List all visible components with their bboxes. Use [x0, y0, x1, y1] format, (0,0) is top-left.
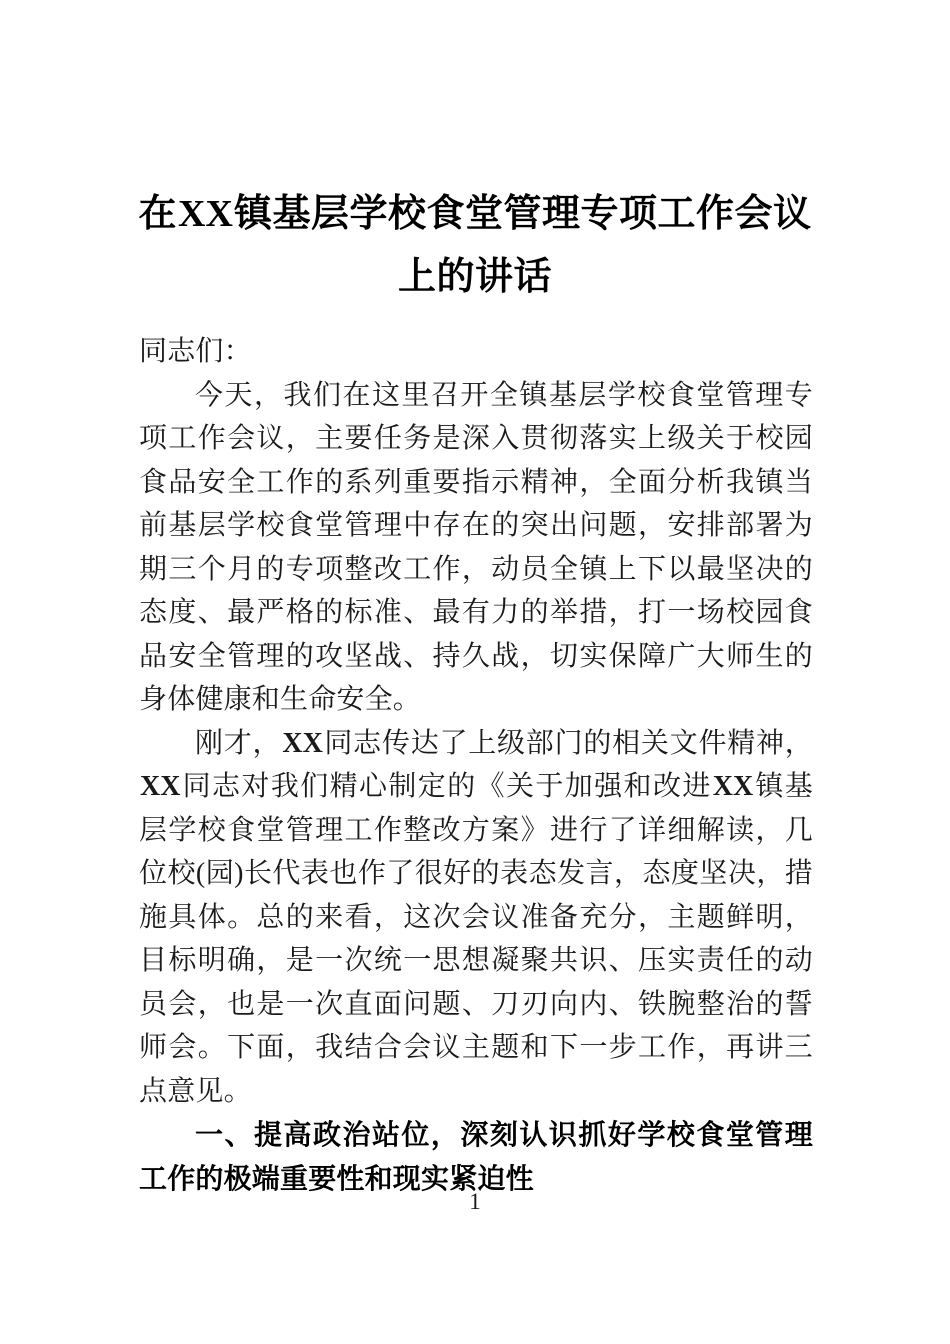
paragraph-2-text: 刚才，XX同志传达了上级部门的相关文件精神，XX同志对我们精心制定的《关于加强和改进XX镇基层学校食堂管理工作整改方案》进行了详细解读，几位校(园)长代表也作了很好的表态发言，态度坚决，措施具体。总的来看，这次会议准备充分，主题鲜明，目标明确，是一次统一思想凝聚共识、压实责任的动员会，也是一次直面问题、刀刃向内、铁腕整治的誓师会。下面，我结合会议主题和下一步工作，再讲三点意见。: [139, 727, 814, 1107]
document-title-placeholder-xx: XX: [178, 193, 233, 236]
page-number: 1: [469, 1189, 481, 1214]
placeholder-xx: XX: [712, 771, 754, 802]
document-body: [139, 330, 813, 1200]
document-title: [135, 183, 815, 309]
paragraph-2: [139, 722, 813, 1114]
document-title-text-rest: 镇基层学校食堂管理专项工作会议上的讲话: [233, 193, 812, 299]
placeholder-xx: XX: [282, 727, 323, 759]
paragraph-1-text: 今天，我们在这里召开全镇基层学校食堂管理专项工作会议，主要任务是深入贯彻落实上级关于校园食品安全工作的系列重要指示精神，全面分析我镇当前基层学校食堂管理中存在的突出问题，安排部署为期三个月的专项整改工作，动员全镇上下以最坚决的态度、最严格的标准、最有力的举措，打一场校园食品安全管理的攻坚战、持久战，切实保障广大师生的身体健康和生命安全。: [139, 379, 813, 715]
paragraph-1: [139, 374, 813, 722]
section-heading-1: 一、提高政治站位，深刻认识抓好学校食堂管理工作的极端重要性和现实紧迫性: [139, 1119, 813, 1194]
document-title-text: 在: [138, 193, 178, 236]
placeholder-xx: XX: [140, 771, 181, 802]
salutation-line: 同志们：: [139, 336, 252, 367]
